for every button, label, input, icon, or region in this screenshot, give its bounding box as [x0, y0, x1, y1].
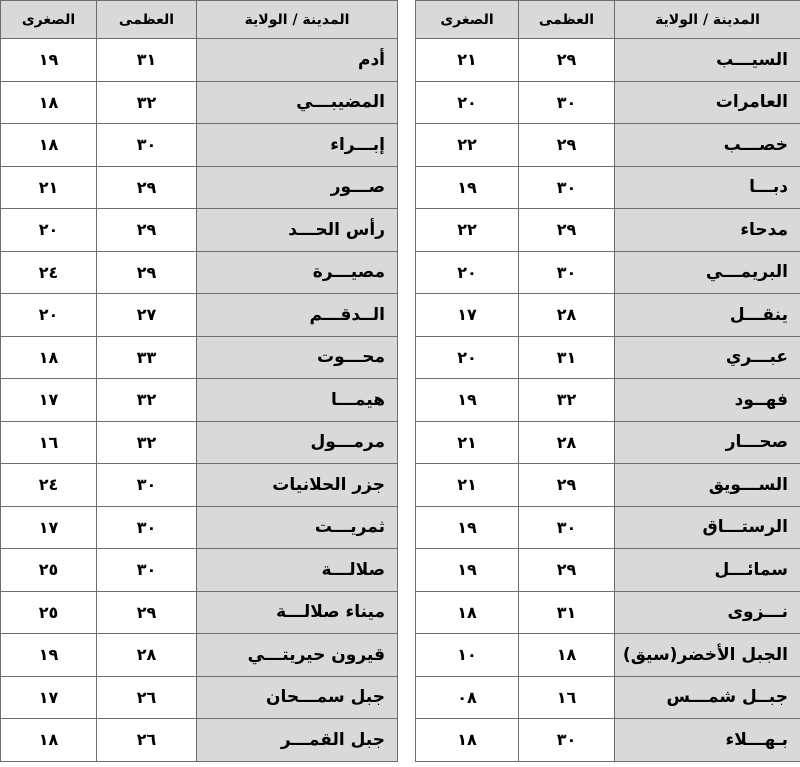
table-row	[416, 421, 800, 464]
max-temp-cell: ٢٩	[519, 209, 615, 252]
table-row	[416, 336, 800, 379]
table-row	[1, 506, 398, 549]
min-temp-cell: ٢٠	[1, 294, 97, 337]
min-temp-cell: ٢٤	[1, 464, 97, 507]
table-row	[416, 549, 800, 592]
max-temp-cell: ١٦	[519, 676, 615, 719]
table-row	[1, 124, 398, 167]
table-row	[1, 634, 398, 677]
city-cell: محـــوت	[197, 336, 398, 379]
min-temp-cell: ١٠	[416, 634, 519, 677]
header-city: المدينة / الولاية	[197, 1, 398, 39]
city-cell: السيـــب	[615, 39, 800, 82]
table-row	[1, 209, 398, 252]
min-temp-cell: ١٩	[416, 506, 519, 549]
min-temp-cell: ١٧	[1, 676, 97, 719]
min-temp-cell: ١٨	[1, 124, 97, 167]
city-cell: جبل القمـــر	[197, 719, 398, 762]
header-max: العظمى	[519, 1, 615, 39]
min-temp-cell: ١٧	[1, 506, 97, 549]
max-temp-cell: ٣٠	[97, 506, 197, 549]
max-temp-cell: ٢٩	[519, 124, 615, 167]
max-temp-cell: ٣٢	[97, 81, 197, 124]
max-temp-cell: ٣٠	[97, 124, 197, 167]
min-temp-cell: ٢١	[416, 421, 519, 464]
max-temp-cell: ٣٠	[97, 464, 197, 507]
city-cell: ينقـــل	[615, 294, 800, 337]
header-min: الصغرى	[416, 1, 519, 39]
city-cell: البريمـــي	[615, 251, 800, 294]
city-cell: مصيـــرة	[197, 251, 398, 294]
city-cell: قيرون حيريتـــي	[197, 634, 398, 677]
min-temp-cell: ١٨	[416, 591, 519, 634]
header-row	[1, 1, 398, 39]
max-temp-cell: ٣١	[519, 336, 615, 379]
min-temp-cell: ١٧	[416, 294, 519, 337]
min-temp-cell: ١٩	[416, 166, 519, 209]
city-cell: أدم	[197, 39, 398, 82]
max-temp-cell: ٣٠	[97, 549, 197, 592]
table-row	[1, 549, 398, 592]
city-cell: بـهـــلاء	[615, 719, 800, 762]
max-temp-cell: ٢٩	[97, 251, 197, 294]
table-row	[416, 39, 800, 82]
table-row	[1, 251, 398, 294]
max-temp-cell: ٣٢	[519, 379, 615, 422]
city-cell: صلالـــة	[197, 549, 398, 592]
city-cell: سمائـــل	[615, 549, 800, 592]
city-cell: المضيبـــي	[197, 81, 398, 124]
table-row	[416, 251, 800, 294]
min-temp-cell: ١٩	[416, 549, 519, 592]
city-cell: الســـويق	[615, 464, 800, 507]
min-temp-cell: ٢٢	[416, 209, 519, 252]
table-row	[1, 421, 398, 464]
max-temp-cell: ٢٩	[97, 166, 197, 209]
min-temp-cell: ٢٥	[1, 549, 97, 592]
city-cell: مدحاء	[615, 209, 800, 252]
table-row	[1, 294, 398, 337]
city-cell: العامرات	[615, 81, 800, 124]
min-temp-cell: ٢١	[416, 464, 519, 507]
table-row	[416, 124, 800, 167]
table-row	[416, 379, 800, 422]
max-temp-cell: ٢٨	[519, 294, 615, 337]
city-cell: إبـــراء	[197, 124, 398, 167]
max-temp-cell: ٣٢	[97, 379, 197, 422]
min-temp-cell: ١٨	[1, 336, 97, 379]
city-cell: مرمـــول	[197, 421, 398, 464]
city-cell: الــدقـــم	[197, 294, 398, 337]
max-temp-cell: ٢٩	[519, 39, 615, 82]
max-temp-cell: ٢٨	[519, 421, 615, 464]
table-row	[1, 166, 398, 209]
min-temp-cell: ٢١	[1, 166, 97, 209]
table-row	[416, 719, 800, 762]
city-cell: ثمريـــت	[197, 506, 398, 549]
header-min: الصغرى	[1, 1, 97, 39]
table-row	[416, 209, 800, 252]
city-cell: صـــور	[197, 166, 398, 209]
table-row	[1, 81, 398, 124]
city-cell: الجبل الأخضر(سيق)	[615, 634, 800, 677]
city-cell: الرستـــاق	[615, 506, 800, 549]
city-cell: عبـــري	[615, 336, 800, 379]
min-temp-cell: ٢٠	[416, 251, 519, 294]
max-temp-cell: ٢٩	[519, 464, 615, 507]
max-temp-cell: ٣١	[519, 591, 615, 634]
table-row	[1, 39, 398, 82]
min-temp-cell: ١٦	[1, 421, 97, 464]
table-row	[1, 464, 398, 507]
min-temp-cell: ١٩	[1, 634, 97, 677]
city-cell: جزر الحلانيات	[197, 464, 398, 507]
max-temp-cell: ٣٢	[97, 421, 197, 464]
table-row	[416, 676, 800, 719]
min-temp-cell: ٢١	[416, 39, 519, 82]
table-row	[416, 591, 800, 634]
weather-table-left	[0, 0, 398, 762]
max-temp-cell: ٢٩	[97, 209, 197, 252]
table-row	[1, 591, 398, 634]
weather-table-right	[415, 0, 800, 762]
min-temp-cell: ٢٥	[1, 591, 97, 634]
city-cell: صحـــار	[615, 421, 800, 464]
max-temp-cell: ٢٦	[97, 719, 197, 762]
min-temp-cell: ٢٢	[416, 124, 519, 167]
header-max: العظمى	[97, 1, 197, 39]
table-row	[1, 719, 398, 762]
min-temp-cell: ١٩	[1, 39, 97, 82]
max-temp-cell: ١٨	[519, 634, 615, 677]
min-temp-cell: ١٩	[416, 379, 519, 422]
table-row	[416, 464, 800, 507]
table-row	[416, 506, 800, 549]
max-temp-cell: ٣١	[97, 39, 197, 82]
max-temp-cell: ٣٠	[519, 251, 615, 294]
max-temp-cell: ٢٩	[519, 549, 615, 592]
city-cell: خصـــب	[615, 124, 800, 167]
table-row	[1, 379, 398, 422]
max-temp-cell: ٣٣	[97, 336, 197, 379]
table-row	[416, 634, 800, 677]
min-temp-cell: ١٨	[1, 719, 97, 762]
max-temp-cell: ٢٩	[97, 591, 197, 634]
max-temp-cell: ٣٠	[519, 506, 615, 549]
header-city: المدينة / الولاية	[615, 1, 800, 39]
table-row	[1, 676, 398, 719]
table-row	[416, 81, 800, 124]
city-cell: ميناء صلالـــة	[197, 591, 398, 634]
min-temp-cell: ٠٨	[416, 676, 519, 719]
max-temp-cell: ٢٧	[97, 294, 197, 337]
header-row	[416, 1, 800, 39]
city-cell: فهــود	[615, 379, 800, 422]
city-cell: هيمـــا	[197, 379, 398, 422]
min-temp-cell: ١٧	[1, 379, 97, 422]
min-temp-cell: ٢٠	[416, 81, 519, 124]
max-temp-cell: ٣٠	[519, 719, 615, 762]
city-cell: نـــزوى	[615, 591, 800, 634]
table-row	[1, 336, 398, 379]
min-temp-cell: ٢٠	[1, 209, 97, 252]
min-temp-cell: ١٨	[416, 719, 519, 762]
max-temp-cell: ٢٦	[97, 676, 197, 719]
table-row	[416, 166, 800, 209]
max-temp-cell: ٣٠	[519, 81, 615, 124]
min-temp-cell: ٢٤	[1, 251, 97, 294]
city-cell: جبل سمـــحان	[197, 676, 398, 719]
table-row	[416, 294, 800, 337]
min-temp-cell: ٢٠	[416, 336, 519, 379]
city-cell: رأس الحـــد	[197, 209, 398, 252]
min-temp-cell: ١٨	[1, 81, 97, 124]
city-cell: جبــل شمـــس	[615, 676, 800, 719]
city-cell: دبـــا	[615, 166, 800, 209]
max-temp-cell: ٣٠	[519, 166, 615, 209]
max-temp-cell: ٢٨	[97, 634, 197, 677]
